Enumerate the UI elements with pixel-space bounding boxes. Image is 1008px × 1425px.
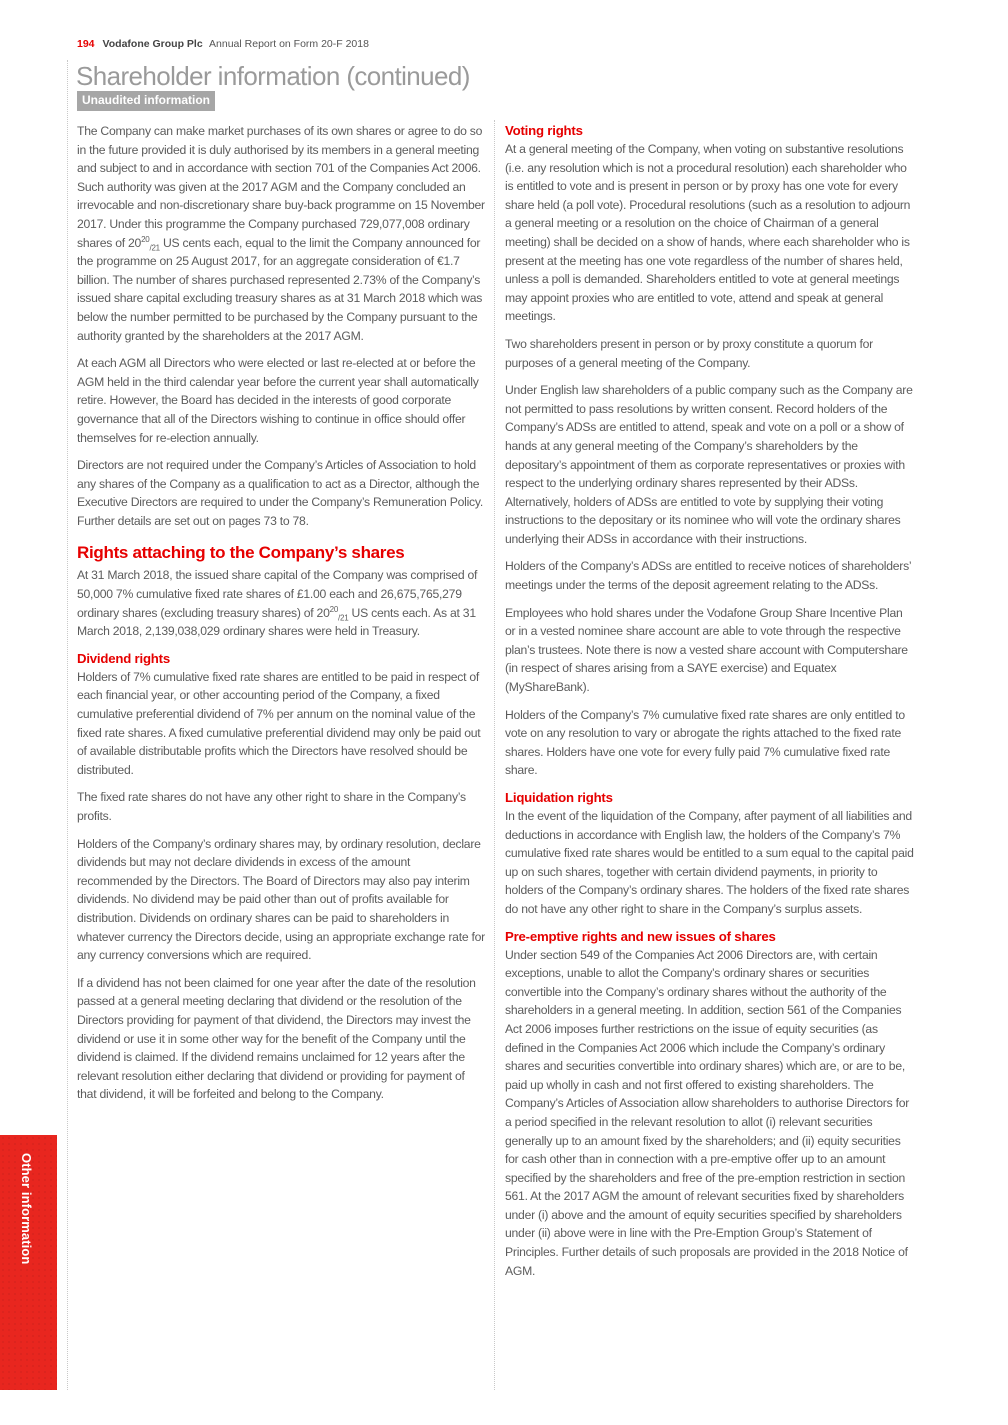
paragraph: Under English law shareholders of a public company such as the Company are not permitted to pass resolutions by written consent. Record holders of the Company’s ADSs are entitled to attend, speak and vote on a poll or a show of hands at any general meeting of the Company’s shareholders by the depositary’s appointment of them as corporate representatives or proxies with respect to the underlying ordinary shares represented by their ADSs. Alternatively, holders of ADSs are entitled to vote by supplying their voting instructions to the depositary or its nominee who will vote the ordinary shares underlying their ADSs in accordance with their instructions. [505,383,913,546]
paragraph: Holders of the Company’s 7% cumulative fixed rate shares are only entitled to vote on any resolution to vary or abrogate the rights attached to the fixed rate shares. Holders have one vote for every fully paid 7% cumulative fixed rate share. [505,707,905,778]
paragraph: Two shareholders present in person or by proxy constitute a quorum for purposes of a general meeting of the Company. [505,336,873,370]
subheading-dividend-rights: Dividend rights [77,650,170,666]
paragraph: Under section 549 of the Companies Act 2006 Directors are, with certain exceptions, unable to allot the Company’s ordinary shares or securities convertible into the Company’s ordinary shares without the authority of the shareholders in a general meeting. In addition, section 561 of the Companies Act 2006 imposes further restrictions on the issue of equity securities (as defined in the Companies Act 2006 which include the Company’s ordinary shares and securities convertible into ordinary shares) which are, or are to be, paid up wholly in cash and not first offered to existing shareholders. The Company’s Articles of Association allow shareholders to authorise Directors for a period specified in the relevant resolution to allot (i) relevant securities generally up to an amount fixed by the shareholders; and (ii) equity securities for cash other than in connection with a pre-emptive offer up to an amount specified by the shareholders and free of the pre-emption restriction in section 561. At the 2017 AGM the amount of relevant securities fixed by shareholders under (i) above and the amount of equity securities specified by shareholders under (ii) above were in line with the Pre-Emption Group’s Statement of Principles. Further details of such proposals are provided in the 2018 Notice of AGM. [505,947,910,1278]
paragraph: At each AGM all Directors who were elected or last re-elected at or before the AGM held in the third calendar year before the current year shall automatically retire. However, the Board has decided in the interests of good corporate governance that all of the Directors wishing to continue in office should offer themselves for re-election annually. [77,356,479,445]
paragraph: At 31 March 2018, the issued share capital of the Company was comprised of 50,000 7% cumulative fixed rate shares of £1.00 each and 26,675,765,279 ordinary shares (excluding treasury shares) of $20^{20}_{/21}$ US cents each. As at 31 March 2018, 2,139,038,029 ordinary shares were held in Treasury. [77,568,478,639]
left-column [77,122,487,1113]
subheading-voting-rights: Voting rights [505,123,583,138]
section-heading-rights: Rights attaching to the Company’s shares [77,543,405,563]
section-tab-label: Other information [19,1153,34,1265]
left-divider [67,60,68,1390]
paragraph: Holders of the Company’s ADSs are entitled to receive notices of shareholders’ meetings under the terms of the deposit agreement relating to the ADSs. [505,559,911,593]
page-title: Shareholder information (continued) [76,61,470,91]
section-tab-other-information[interactable] [0,1135,57,1390]
right-column [505,122,915,1289]
running-head [77,38,369,50]
report-name: Annual Report on Form 20-F 2018 [209,38,369,50]
paragraph: The fixed rate shares do not have any other right to share in the Company’s profits. [77,790,466,823]
paragraph: Employees who hold shares under the Vodafone Group Share Incentive Plan or in a vested nominee share account are able to vote through the respective plan’s trustees. Note there is now a vested share account with Computershare (in respect of shares arising from a SAYE exercise) and Equatex (MyShareBank). [505,605,908,695]
unaudited-badge: Unaudited information [77,91,215,111]
paragraph: Holders of 7% cumulative fixed rate shares are entitled to be paid in respect of each financial year, or other accounting period of the Company, a fixed cumulative preferential dividend of 7% per annum on the nominal value of the fixed rate shares. A fixed cumulative preferential dividend may only be paid out of available distributable profits which the Directors have resolved should be distributed. [77,669,481,777]
page-number: 194 [77,38,95,50]
paragraph: At a general meeting of the Company, when voting on substantive resolutions (i.e. any resolution which is not a procedural resolution) each shareholder who is entitled to vote and is present in person or by proxy has one vote for every share held (a poll vote). Procedural resolutions (such as a resolution to adjourn a general meeting or a resolution on the choice of Chairman of a general meeting) shall be decided on a show of hands, where each shareholder who is present at the meeting has one vote regardless of the number of shares held, unless a poll is demanded. Shareholders entitled to vote at general meetings may appoint proxies who are entitled to vote, attend and speak at general meetings. [505,142,911,324]
paragraph: In the event of the liquidation of the Company, after payment of all liabilities and deductions in accordance with English law, the holders of the Company’s 7% cumulative fixed rate shares would be entitled to a sum equal to the capital paid up on such shares, together with certain dividend payments, in priority to holders of the Company’s ordinary shares. The holders of the fixed rate shares do not have any other right to share in the Company’s surplus assets. [505,809,914,916]
subheading-liquidation-rights: Liquidation rights [505,790,613,805]
paragraph: The Company can make market purchases of its own shares or agree to do so in the future provided it is duly authorised by its members in a general meeting and subject to and in accordance with section 701 of the Companies Act 2006. Such authority was given at the 2017 AGM and the Company concluded an irrevocable and non-discretionary share buy-back programme on 15 November 2017. Under this programme the Company purchased 729,077,008 ordinary shares of $20^{20}_{/21}$ US cents each, equal to the limit the Company announced for the programme on 25 August 2017, for an aggregate consideration of €1.7 billion. The number of shares purchased represented 2.73% of the Company’s issued share capital excluding treasury shares as at 31 March 2018 which was below the number permitted to be purchased by the Company pursuant to the authority granted by the shareholders at the 2017 AGM. [77,124,485,343]
paragraph: If a dividend has not been claimed for one year after the date of the resolution passed at a general meeting declaring that dividend or the resolution of the Directors providing for payment of that dividend, the Directors may invest the dividend or use it in some other way for the benefit of the Company until the dividend is claimed. If the dividend remains unclaimed for 12 years after the relevant resolution either declaring that dividend or providing for payment of that dividend, it will be forfeited and belong to the Company. [77,975,476,1102]
company-name: Vodafone Group Plc [102,38,203,50]
column-divider [494,120,495,1390]
subheading-preemptive-rights: Pre-emptive rights and new issues of shares [505,928,776,944]
paragraph: Holders of the Company’s ordinary shares may, by ordinary resolution, declare dividends but may not declare dividends in excess of the amount recommended by the Directors. The Board of Directors may also pay interim dividends. No dividend may be paid other than out of profits available for distribution. Dividends on ordinary shares can be paid to shareholders in whatever currency the Directors decide, using an appropriate exchange rate for any currency conversions which are required. [77,836,485,963]
paragraph: Directors are not required under the Company’s Articles of Association to hold any shares of the Company as a qualification to act as a Director, although the Executive Directors are required to under the Company’s Remuneration Policy. Further details are set out on pages 73 to 78. [77,458,483,528]
